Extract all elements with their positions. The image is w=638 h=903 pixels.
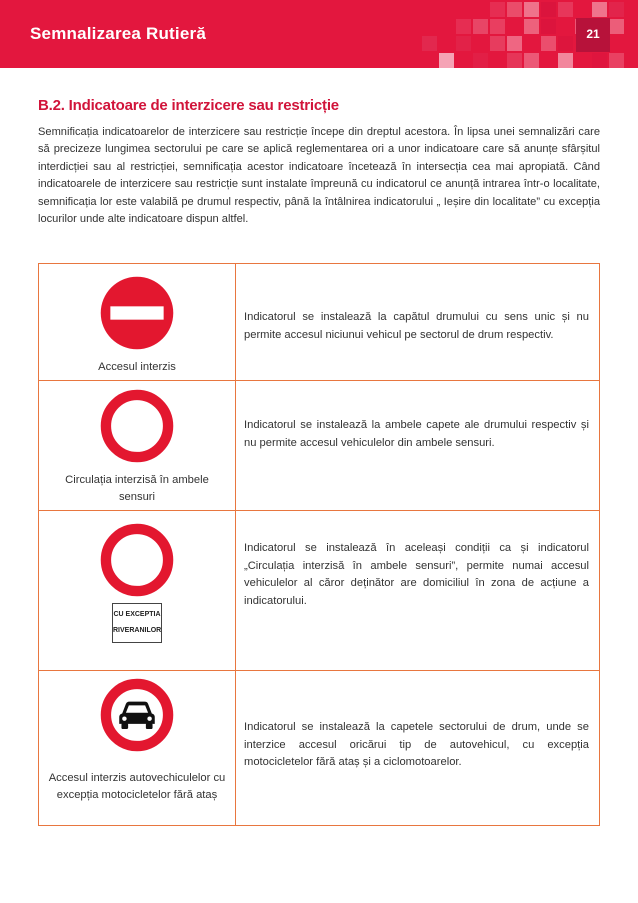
mosaic-tile — [490, 36, 505, 51]
mosaic-tile — [507, 2, 522, 17]
signs-table — [38, 263, 600, 826]
table-row — [39, 511, 600, 671]
mosaic-tile — [524, 2, 539, 17]
mosaic-tile — [609, 19, 624, 34]
section-title: B.2. Indicatoare de interzicere sau restricție — [38, 97, 339, 114]
mosaic-tile — [490, 19, 505, 34]
sign-caption: Circulația interzisă în ambele sensuri — [65, 474, 209, 503]
sign-description: Indicatorul se instalează la ambele capete ale drumului respectiv și nu permite accesul vehiculelor din ambele sensuri. — [244, 419, 589, 449]
mosaic-tile — [524, 53, 539, 68]
sign-description: Indicatorul se instalează la capetele sectorului de drum, unde se interzice accesul oricărui tip de autovehicul, cu excepția motocicletelor fără ataș și a ciclomotoarelor. — [244, 721, 589, 769]
no-vehicles-sign-icon — [100, 523, 174, 597]
no-entry-sign-icon — [100, 276, 174, 350]
sign-cell — [39, 264, 236, 381]
description-cell — [236, 381, 600, 511]
page-number: 21 — [586, 27, 600, 41]
mosaic-tile — [456, 36, 471, 51]
riverani-exception-plate — [112, 603, 162, 643]
mosaic-tile — [541, 36, 556, 51]
mosaic-tile — [592, 53, 607, 68]
mosaic-tile — [609, 53, 624, 68]
sign-description: Indicatorul se instalează în aceleași condiții ca și indicatorul „Circulația interzisă în ambele sensuri”, permite numai accesul vehiculelor al căror deținător are domiciliul în zona de acțiune a indicatorului. — [244, 542, 589, 607]
mosaic-tile — [490, 2, 505, 17]
description-cell — [236, 671, 600, 826]
table-row — [39, 381, 600, 511]
section-intro: Semnificația indicatoarelor de interzicere sau restricție începe din dreptul acestora. În lipsa unei semnalizări care să precizeze lungimea sectorului pe care se aplică reglementarea ori a unor indicatoare care să anunțe sfârșitul interdicției sau al restricției, semnificația acestor indicatoare încetează în intersecția cea mai apropiată. Când indicatoarele de interzicere sau restricție sunt instalate împreună cu indicatorul ce anunță intrarea într-o localitate, semnificația lor este valabilă pe drumul respectiv, până la întâlnirea indicatorului „ Ieșire din localitate” cu excepția locurilor unde alte indicatoare dispun altfel. — [38, 126, 600, 226]
mosaic-tile — [609, 2, 624, 17]
mosaic-tile — [592, 2, 607, 17]
mosaic-tile — [541, 19, 556, 34]
mosaic-tile — [473, 53, 488, 68]
mosaic-tile — [507, 36, 522, 51]
mosaic-tile — [524, 19, 539, 34]
description-cell — [236, 511, 600, 671]
sign-cell — [39, 511, 236, 671]
table-row — [39, 671, 600, 826]
mosaic-tile — [507, 53, 522, 68]
mosaic-tile — [422, 36, 437, 51]
sign-cell — [39, 671, 236, 826]
mosaic-tile — [456, 19, 471, 34]
page-number-box — [576, 18, 610, 52]
mosaic-tile — [541, 2, 556, 17]
plate-line: RIVERANILOR — [113, 627, 162, 634]
no-vehicles-sign-icon — [100, 389, 174, 463]
sign-caption: Accesul interzis — [98, 361, 176, 373]
page-header — [0, 0, 638, 68]
description-cell — [236, 264, 600, 381]
plate-line: CU EXCEPTIA — [113, 611, 161, 618]
sign-cell — [39, 381, 236, 511]
no-motor-vehicles-sign-icon — [100, 678, 174, 752]
sign-description: Indicatorul se instalează la capătul drumului cu sens unic și nu permite accesul niciunui vehicul pe sectorul de drum respectiv. — [244, 311, 589, 341]
mosaic-tile — [439, 53, 454, 68]
mosaic-tile — [558, 53, 573, 68]
sign-caption: Accesul interzis autovechiculelor cu excepția motocicletelor fără ataș — [48, 772, 226, 801]
header-title: Semnalizarea Rutieră — [30, 24, 206, 43]
mosaic-tile — [558, 36, 573, 51]
mosaic-tile — [473, 19, 488, 34]
table-row — [39, 264, 600, 381]
mosaic-tile — [558, 2, 573, 17]
